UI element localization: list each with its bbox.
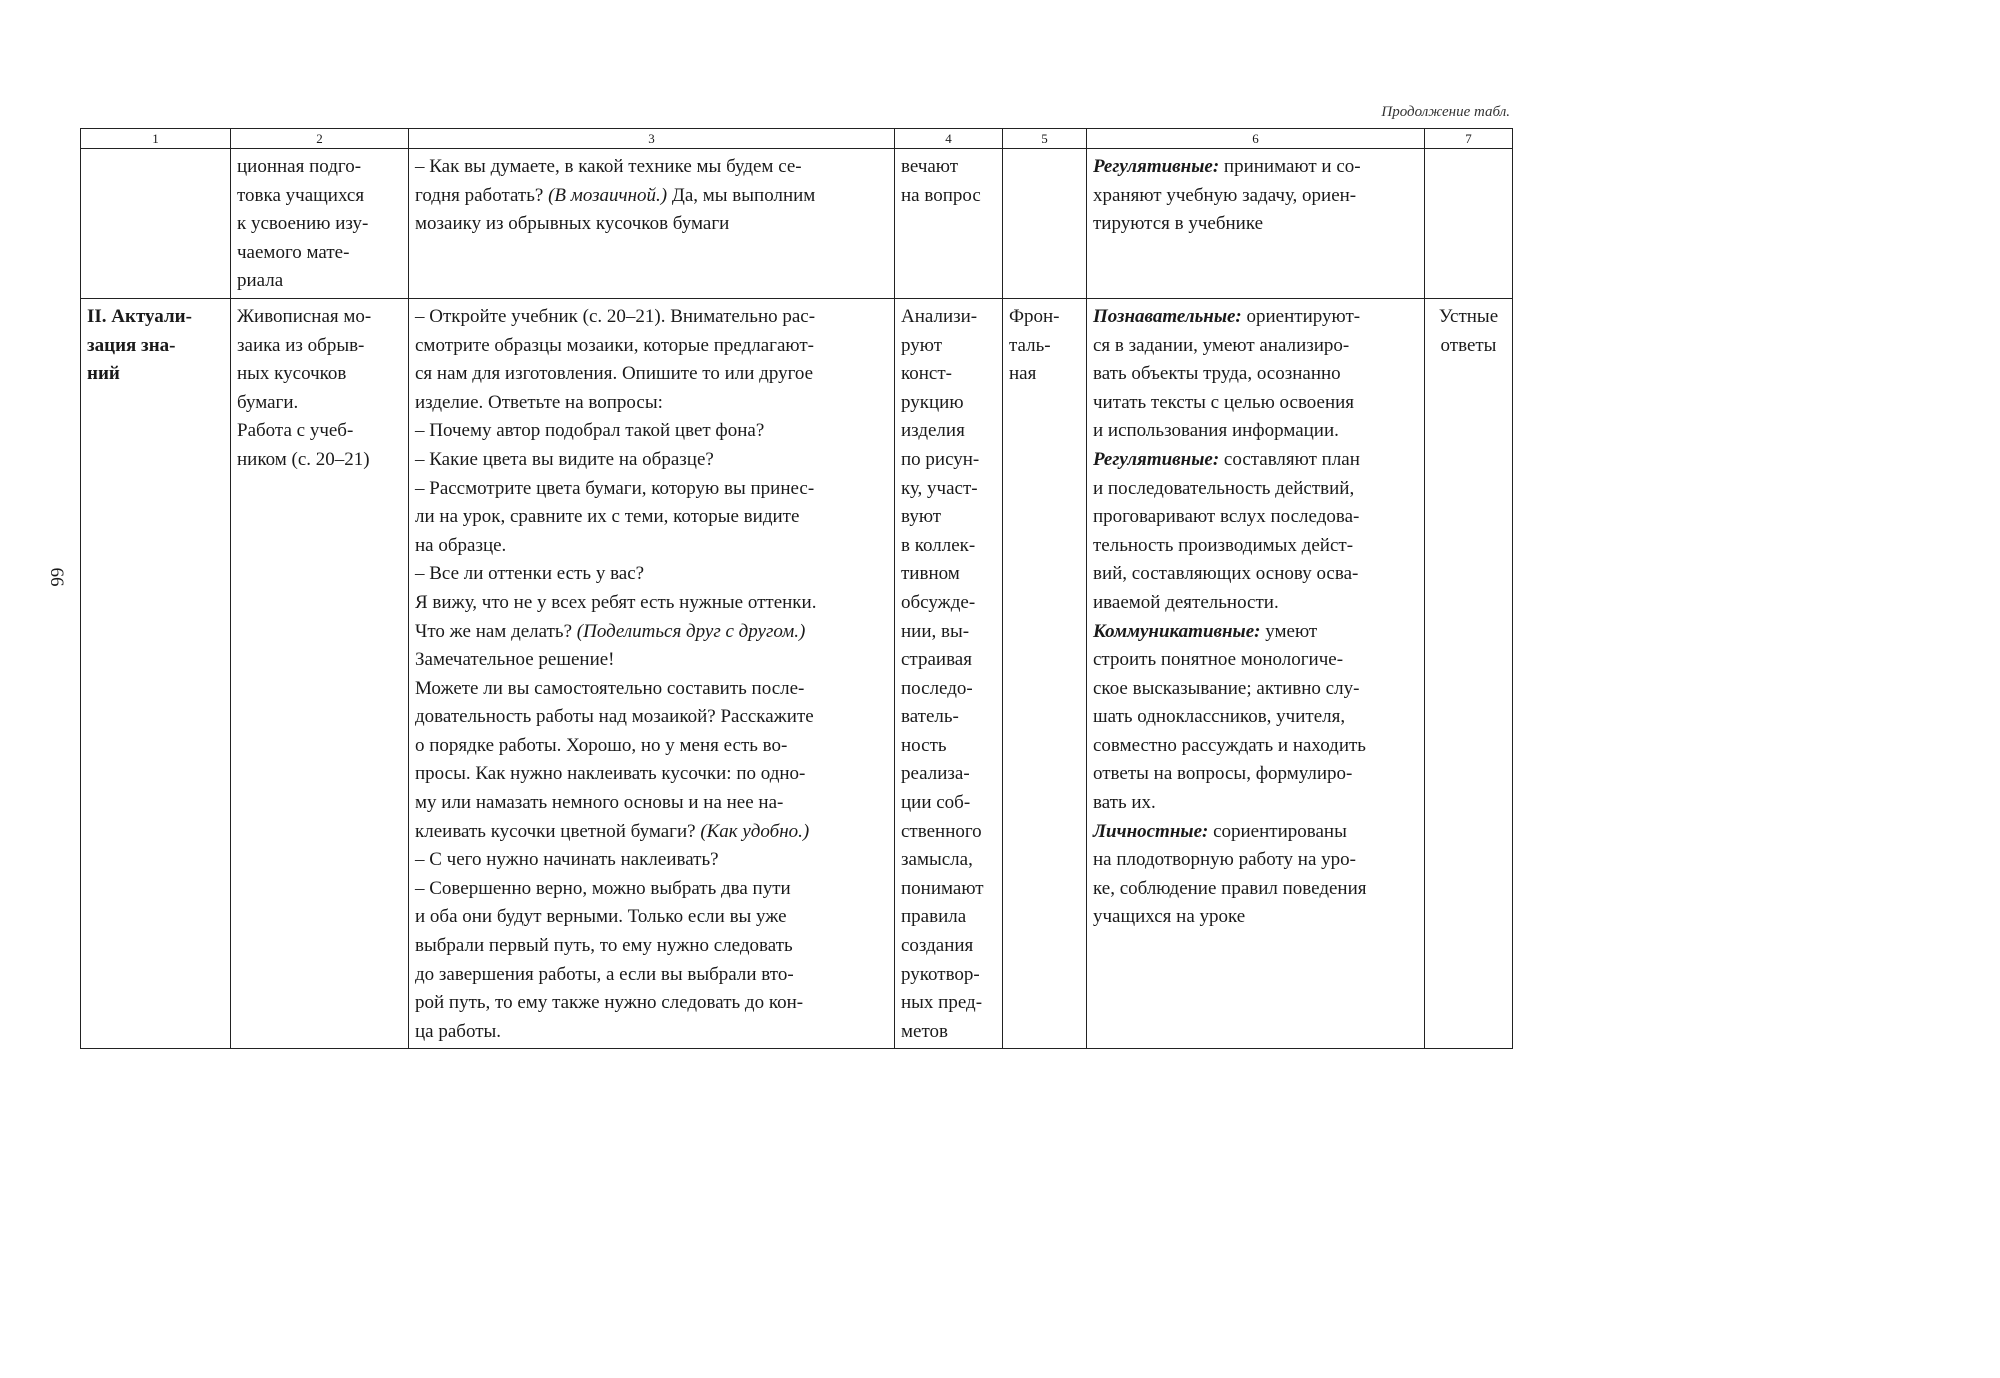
uud-text: сориентированы на плодотворную работу на уро- ке, соблюдение правил поведения учащихся на уроке <box>1093 820 1367 928</box>
uud-cell <box>1087 149 1425 299</box>
teacher-text: Замечательное решение! Можете ли вы самостоятельно составить после- довательность работы над мозаикой? Расскажите о порядке работы. Хорошо, но у меня есть во- просы. Как нужно наклеивать кусочки: по одно- му или намазать немного основы и на нее на- клеивать кусочки цветной бумаги? <box>415 649 814 842</box>
teacher-text: – Откройте учебник (с. 20–21). Внимательно рас- смотрите образцы мозаики, которые предлагают- ся нам для изготовления. Опишите то или другое изделие. Ответьте на вопросы: – Почему автор подобрал такой цвет фона? – Какие цвета вы видите на образце? – Рассмотрите цвета бумаги, которую вы принес- ли на урок, сравните их с теми, которые видите на образце. – Все ли оттенки есть у вас? Я вижу, что не у всех ребят есть нужные оттенки. Что же нам делать? <box>415 305 817 642</box>
column-header: 3 <box>409 129 895 149</box>
stage-cell <box>81 149 231 299</box>
uud-category-label: Регулятивные: <box>1093 448 1220 470</box>
column-header: 1 <box>81 129 231 149</box>
control-cell: Устные ответы <box>1425 298 1513 1048</box>
header-row <box>81 129 1513 149</box>
uud-category-label: Личностные: <box>1093 820 1209 842</box>
goal-cell: ционная подго- товка учащихся к усвоению изу- чаемого мате- риала <box>231 149 409 299</box>
goal-cell: Живописная мо- заика из обрыв- ных кусочков бумаги. Работа с учеб- ником (с. 20–21) <box>231 298 409 1048</box>
column-header: 6 <box>1087 129 1425 149</box>
teacher-activity-cell <box>409 298 895 1048</box>
control-cell <box>1425 149 1513 299</box>
table-row <box>81 298 1513 1048</box>
uud-cell <box>1087 298 1425 1048</box>
teacher-text: – Как вы думаете, в какой технике мы будем се- годня работать? <box>415 156 802 206</box>
work-form-cell: Фрон- таль- ная <box>1003 298 1087 1048</box>
column-header: 7 <box>1425 129 1513 149</box>
column-header: 5 <box>1003 129 1087 149</box>
uud-text: принимают и со- храняют учебную задачу, ориен- тируются в учебнике <box>1093 156 1361 235</box>
table-row <box>81 149 1513 299</box>
stage-cell: II. Актуали- зация зна- ний <box>81 298 231 1048</box>
work-form-cell <box>1003 149 1087 299</box>
uud-text: ориентируют- ся в задании, умеют анализиро- вать объекты труда, осознанно читать тексты с целью освоения и использования информации. <box>1093 305 1361 442</box>
column-header: 4 <box>895 129 1003 149</box>
uud-category-label: Познавательные: <box>1093 305 1242 327</box>
teacher-text: Да, мы выполним мозаику из обрывных кусочков бумаги <box>415 184 816 235</box>
uud-text: составляют план и последовательность действий, проговаривают вслух последова- тельность производимых дейст- вий, составляющих основу осва- иваемой деятельности. <box>1093 448 1360 613</box>
page-number: 66 <box>46 567 67 587</box>
expected-answer: (Поделиться друг с другом.) <box>576 620 806 642</box>
student-activity-cell: Анализи- руют конст- рукцию изделия по рисун- ку, участ- вуют в коллек- тивном обсужде- нии, вы- страивая последо- ватель- ность реализа- ции соб- ственного замысла, понимают правила создания рукотвор- ных пред- метов <box>895 298 1003 1048</box>
continuation-note: Продолжение табл. <box>1381 104 1510 120</box>
expected-answer: (Как удобно.) <box>700 820 810 842</box>
teacher-activity-cell <box>409 149 895 299</box>
lesson-plan-table <box>80 128 1513 1049</box>
uud-category-label: Регулятивные: <box>1093 156 1220 177</box>
expected-answer: (В мозаичной.) <box>548 184 668 206</box>
column-header: 2 <box>231 129 409 149</box>
uud-text: умеют строить понятное монологиче- ское высказывание; активно слу- шать одноклассников, учителя, совместно рассуждать и находить ответы на вопросы, формулиро- вать их. <box>1093 620 1366 814</box>
uud-category-label: Коммуникативные: <box>1093 620 1261 642</box>
student-activity-cell: вечают на вопрос <box>895 149 1003 299</box>
teacher-text: – С чего нужно начинать наклеивать? – Совершенно верно, можно выбрать два пути и оба они будут верными. Только если вы уже выбрали первый путь, то ему нужно следовать до завершения работы, а если вы выбрали вто- рой путь, то ему также нужно следовать до кон- ца работы. <box>415 849 804 1042</box>
